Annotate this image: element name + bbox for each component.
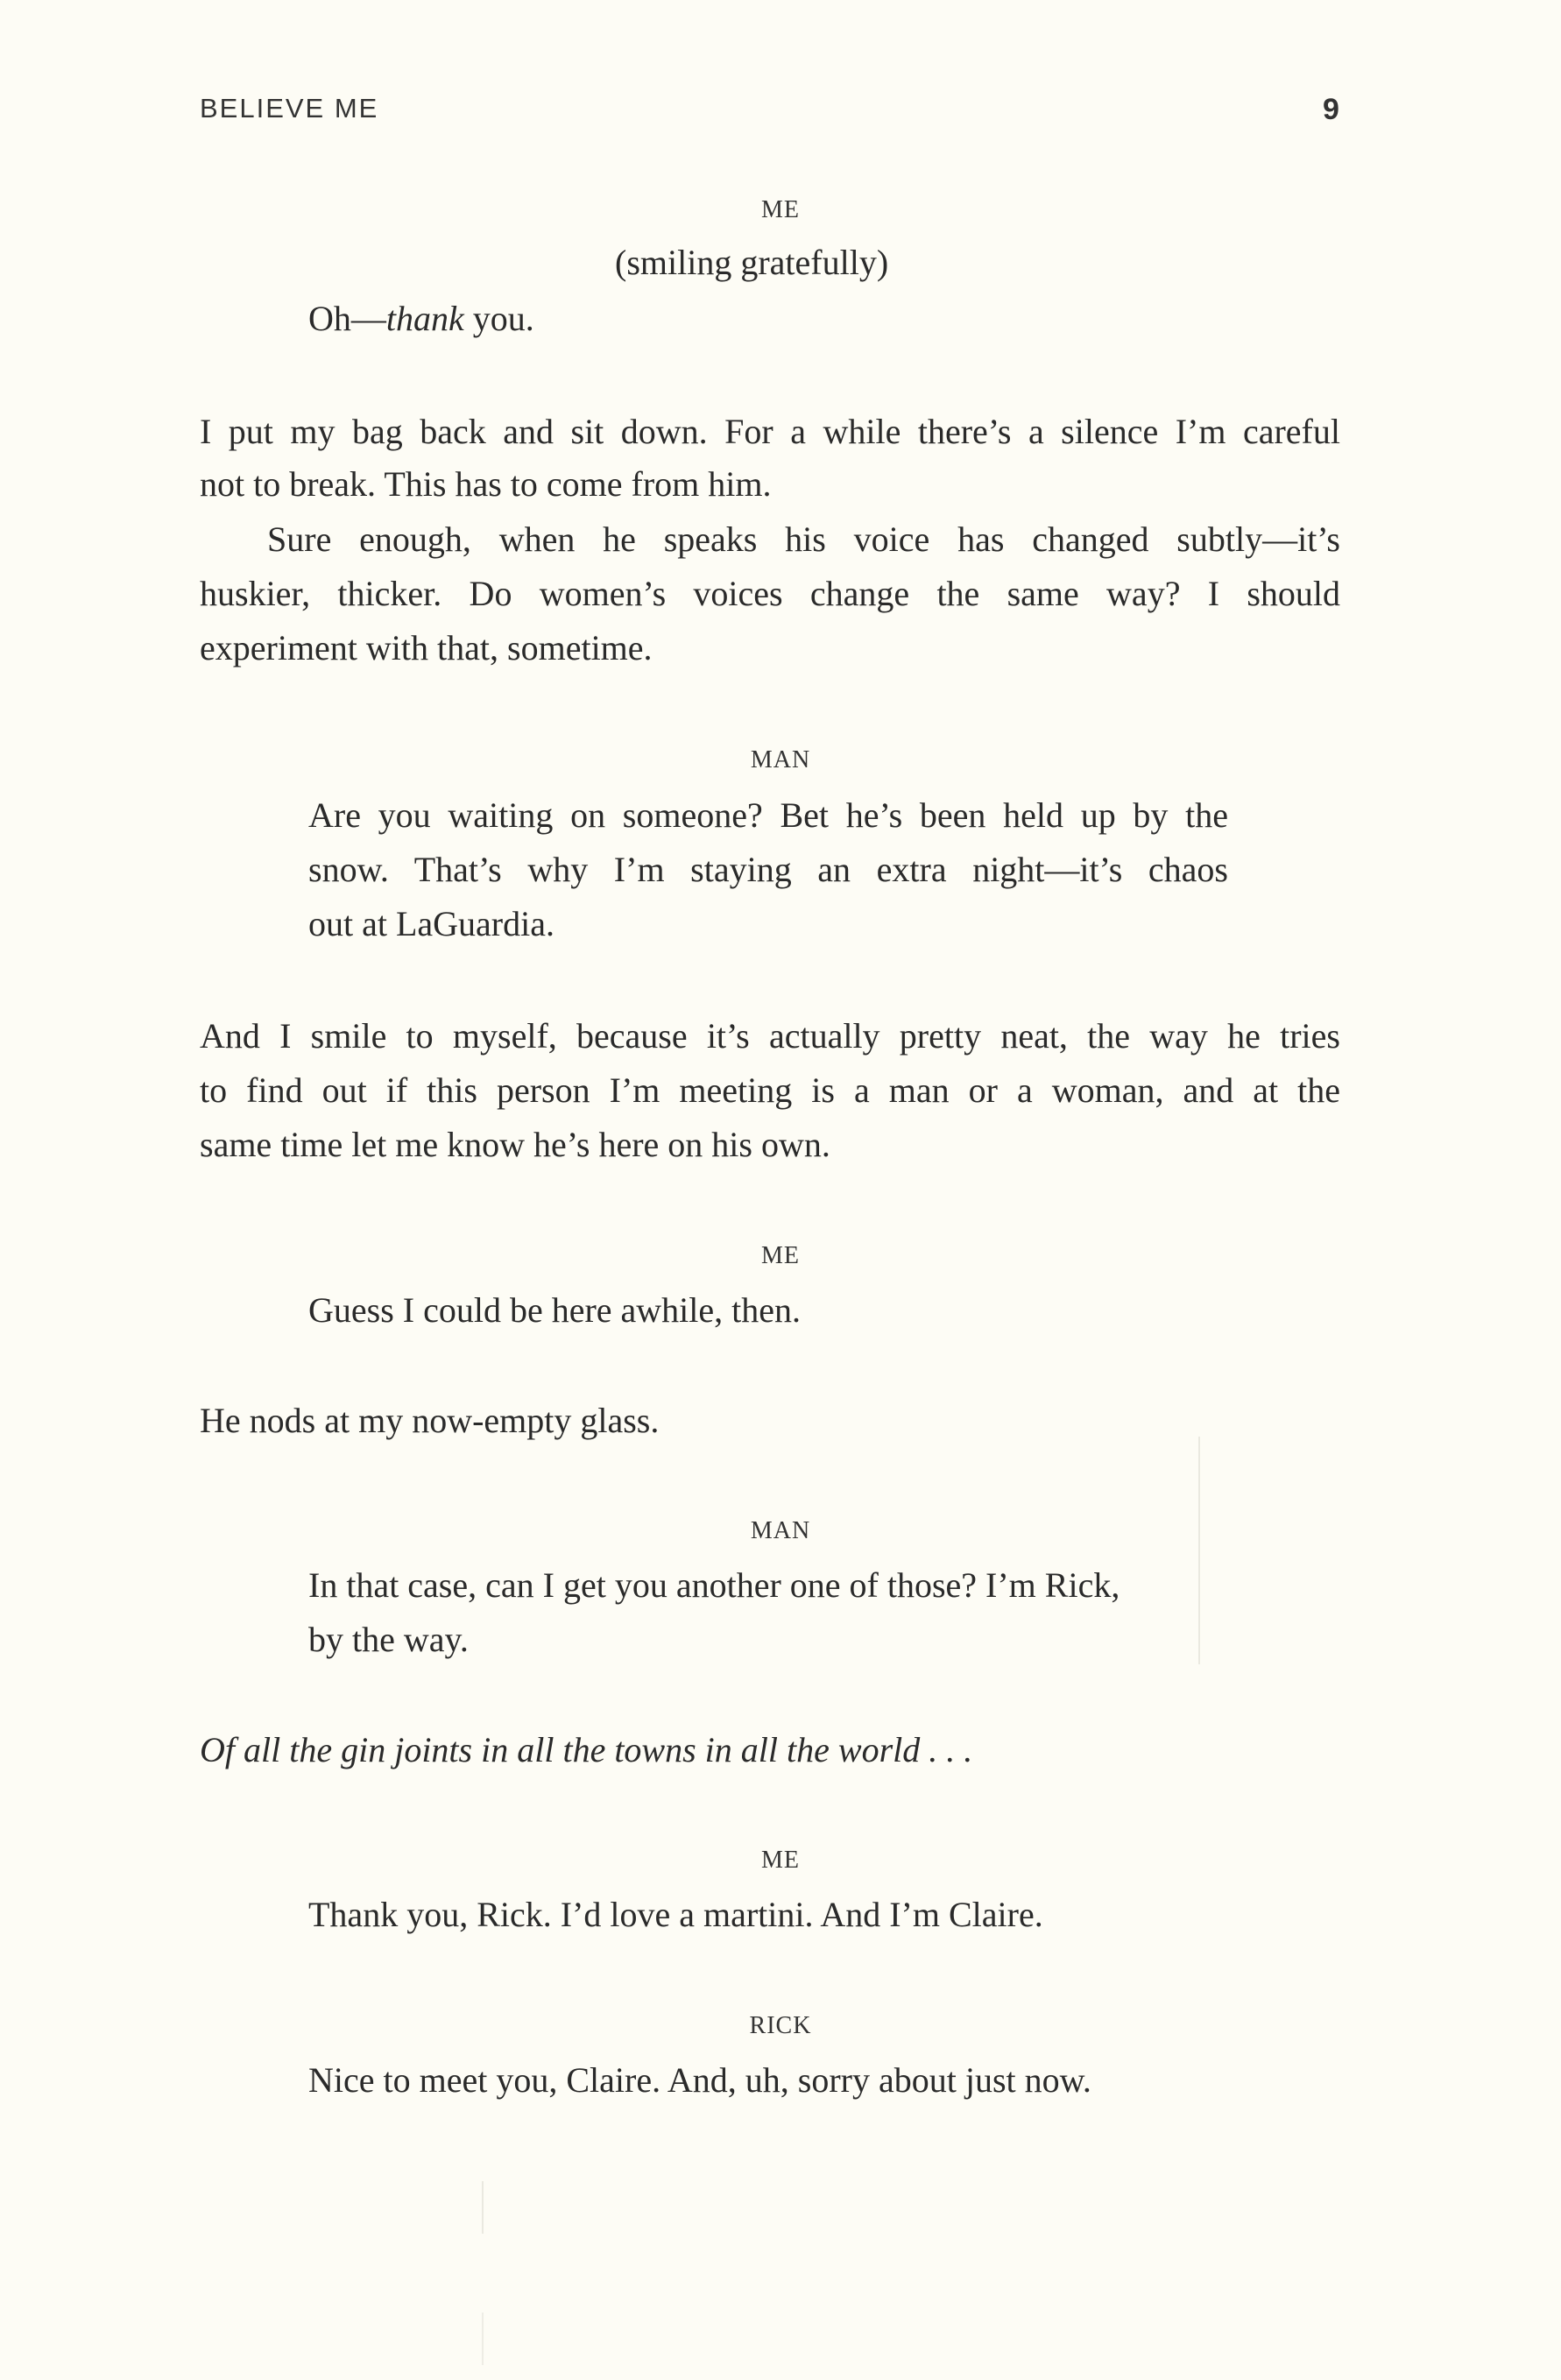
speaker-me-2: ME	[761, 1242, 800, 1269]
dialogue-pre: Oh—	[308, 299, 386, 338]
dialogue-rick-line-1: Nice to meet you, Claire. And, uh, sorry about just now.	[308, 2060, 1091, 2100]
dialogue-me-2-line-1: Guess I could be here awhile, then.	[308, 1290, 802, 1330]
dialogue-man-1-line-1: Are you waiting on someone? Bet he’s been held up by the	[308, 795, 1228, 835]
page-number: 9	[1323, 93, 1339, 126]
paragraph-3-line-1: And I smile to myself, because it’s actually pretty neat, the way he tries	[200, 1016, 1340, 1056]
dialogue-man-2-line-1: In that case, can I get you another one of those? I’m Rick,	[308, 1565, 1120, 1605]
speaker-me-1: ME	[761, 196, 800, 223]
dialogue-post: you.	[463, 299, 534, 338]
paragraph-4-line-1: He nods at my now-empty glass.	[200, 1401, 660, 1440]
paragraph-3-line-3: same time let me know he’s here on his own.	[200, 1125, 830, 1164]
scan-artifact	[1198, 1437, 1200, 1664]
speaker-man-1: MAN	[750, 746, 811, 773]
dialogue-man-2-line-2: by the way.	[308, 1620, 469, 1659]
speaker-me-3: ME	[761, 1847, 800, 1874]
dialogue-man-1-line-3: out at LaGuardia.	[308, 904, 554, 943]
dialogue-line-oh-thank-you	[308, 292, 534, 346]
paragraph-1-line-2: not to break. This has to come from him.	[200, 464, 772, 504]
speaker-rick: RICK	[749, 2012, 812, 2039]
paragraph-1-line-1: I put my bag back and sit down. For a while there’s a silence I’m careful	[200, 412, 1340, 451]
parenthetical: (smiling gratefully)	[615, 243, 889, 282]
scan-artifact	[482, 2313, 484, 2365]
dialogue-me-3-line-1: Thank you, Rick. I’d love a martini. And I’m Claire.	[308, 1895, 1043, 1934]
paragraph-3-line-2: to find out if this person I’m meeting is a man or a woman, and at the	[200, 1070, 1340, 1110]
paragraph-2-line-2: huskier, thicker. Do women’s voices change the same way? I should	[200, 574, 1340, 613]
dialogue-emphasis: thank	[385, 299, 464, 338]
paragraph-5-italic-line: Of all the gin joints in all the towns in all the world . . .	[200, 1730, 973, 1769]
running-head: BELIEVE ME	[200, 93, 379, 124]
dialogue-man-1-line-2: snow. That’s why I’m staying an extra night—it’s chaos	[308, 850, 1228, 889]
speaker-man-2: MAN	[750, 1517, 811, 1544]
paragraph-2-line-3: experiment with that, sometime.	[200, 628, 653, 667]
scan-artifact	[482, 2181, 484, 2234]
paragraph-2-line-1: Sure enough, when he speaks his voice has changed subtly—it’s	[267, 519, 1340, 559]
